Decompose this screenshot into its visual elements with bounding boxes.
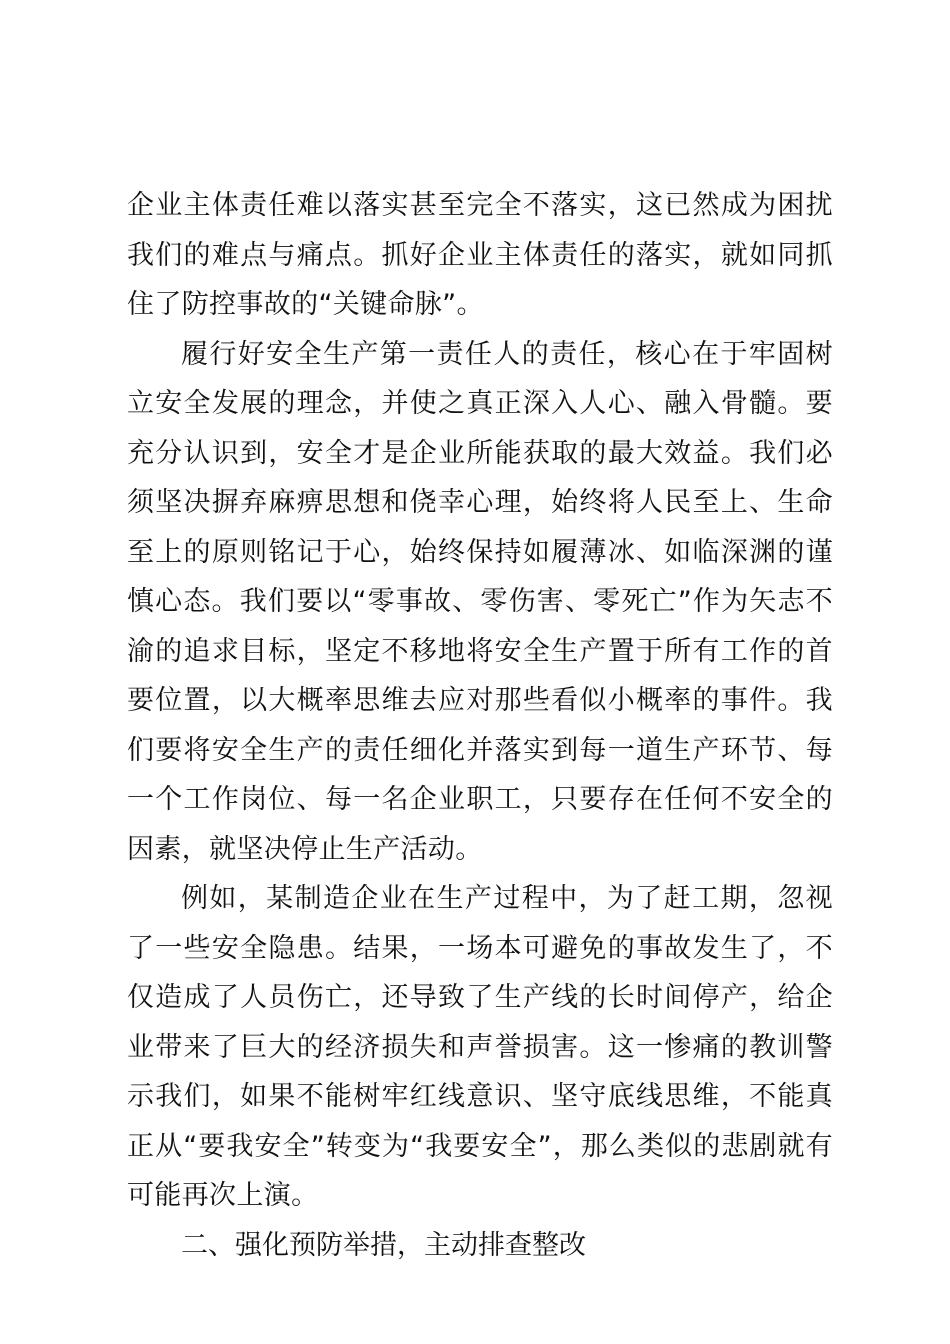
section-heading: 二、强化预防举措，主动排查整改: [181, 1229, 586, 1261]
paragraph-intro: 企业主体责任难以落实甚至完全不落实，这已然成为困扰我们的难点与痛点。抓好企业主体责任的落实，就如同抓住了防控事故的“关键命脉”。: [127, 190, 833, 320]
paragraph-example: 例如，某制造企业在生产过程中，为了赶工期，忽视了一些安全隐患。结果，一场本可避免的事故发生了，不仅造成了人员伤亡，还导致了生产线的长时间停产，给企业带来了巨大的经济损失和声誉损害。这一惨痛的教训警示我们，如果不能树牢红线意识、坚守底线思维，不能真正从“要我安全”转变为“我要安全”，那么类似的悲剧就有可能再次上演。: [127, 883, 833, 1211]
document-body: [127, 181, 833, 1270]
paragraph-responsibility: 履行好安全生产第一责任人的责任，核心在于牢固树立安全发展的理念，并使之真正深入人心、融入骨髓。要充分认识到，安全才是企业所能获取的最大效益。我们必须坚决摒弃麻痹思想和侥幸心理，始终将人民至上、生命至上的原则铭记于心，始终保持如履薄冰、如临深渊的谨慎心态。我们要以“零事故、零伤害、零死亡”作为矢志不渝的追求目标，坚定不移地将安全生产置于所有工作的首要位置，以大概率思维去应对那些看似小概率的事件。我们要将安全生产的责任细化并落实到每一道生产环节、每一个工作岗位、每一名企业职工，只要存在任何不安全的因素，就坚决停止生产活动。: [127, 338, 833, 865]
